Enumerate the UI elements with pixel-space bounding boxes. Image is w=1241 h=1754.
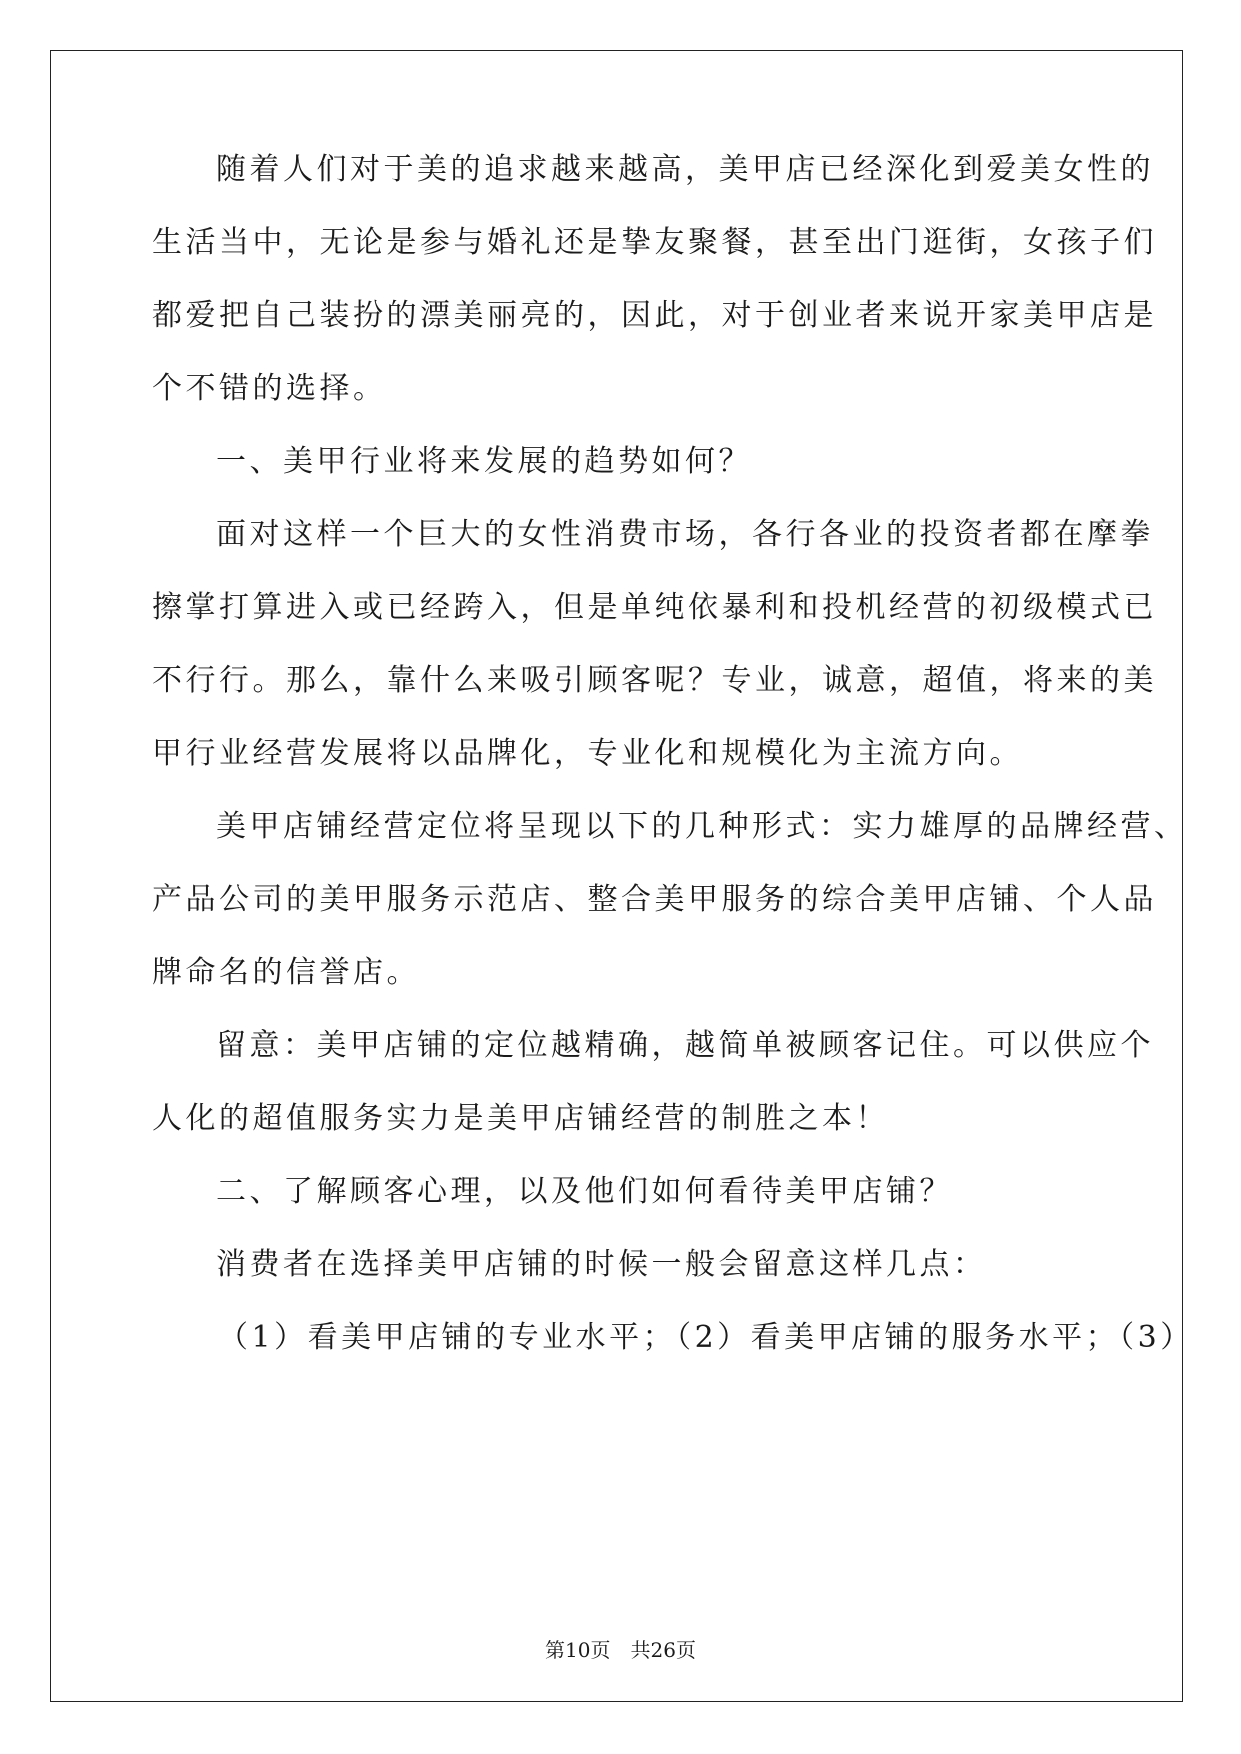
- paragraph-list: （1）看美甲店铺的专业水平；（2）看美甲店铺的服务水平；（3）: [218, 1320, 1194, 1355]
- paragraph-market-line-1: 面对这样一个巨大的女性消费市场，各行各业的投资者都在摩拳: [216, 517, 1154, 552]
- paragraph-note-line-1: 留意：美甲店铺的定位越精确，越简单被顾客记住。可以供应个: [216, 1028, 1154, 1063]
- paragraph-positioning-line-1: 美甲店铺经营定位将呈现以下的几种形式：实力雄厚的品牌经营、: [216, 809, 1188, 844]
- heading-one: 一、美甲行业将来发展的趋势如何？: [216, 444, 752, 479]
- paragraph-positioning-line-3: 牌命名的信誉店。: [152, 955, 420, 990]
- paragraph-intro-line-4: 个不错的选择。: [152, 371, 387, 406]
- paragraph-market-line-4: 甲行业经营发展将以品牌化，专业化和规模化为主流方向。: [152, 736, 1023, 771]
- paragraph-intro-line-1: 随着人们对于美的追求越来越高，美甲店已经深化到爱美女性的: [216, 152, 1154, 187]
- heading-two: 二、了解顾客心理，以及他们如何看待美甲店铺？: [216, 1174, 953, 1209]
- paragraph-consumer: 消费者在选择美甲店铺的时候一般会留意这样几点：: [216, 1247, 987, 1282]
- paragraph-market-line-3: 不行行。那么，靠什么来吸引顾客呢？专业，诚意，超值，将来的美: [152, 663, 1157, 698]
- paragraph-positioning-line-2: 产品公司的美甲服务示范店、整合美甲服务的综合美甲店铺、个人品: [152, 882, 1157, 917]
- paragraph-intro-line-2: 生活当中，无论是参与婚礼还是挚友聚餐，甚至出门逛街，女孩子们: [152, 225, 1157, 260]
- paragraph-note-line-2: 人化的超值服务实力是美甲店铺经营的制胜之本！: [152, 1101, 889, 1136]
- paragraph-intro-line-3: 都爱把自己装扮的漂美丽亮的，因此，对于创业者来说开家美甲店是: [152, 298, 1157, 333]
- page-footer: 第10页 共26页: [545, 1638, 696, 1662]
- paragraph-market-line-2: 擦掌打算进入或已经跨入，但是单纯依暴利和投机经营的初级模式已: [152, 590, 1157, 625]
